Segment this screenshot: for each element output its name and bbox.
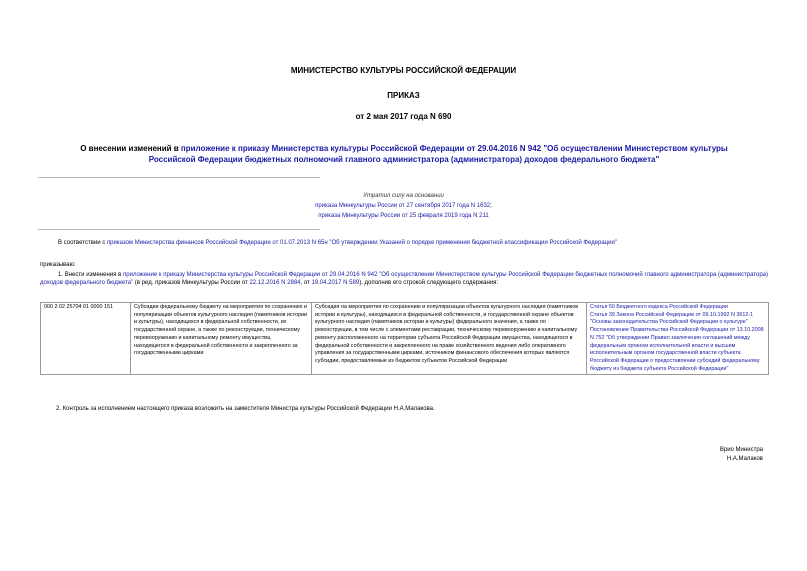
expired-sep: ; xyxy=(490,203,492,209)
cell-laws xyxy=(587,303,769,375)
document-title xyxy=(60,144,748,165)
item-1 xyxy=(40,271,768,288)
expired-link-2[interactable]: приказа Минкультуры России от 25 февраля 2019 года N 211 xyxy=(318,213,489,219)
law-link-3[interactable]: Постановление Правительства Российской Федерации от 13.10.2008 N 752 "Об утверждении Правил заключения соглашений между федеральным органом исполнительной власти и высшим исполнительным органом государственной власти субъекта Российской Федерации о предоставлении субсидий федеральному бюджету из бюджета субъекта Российской Федерации" xyxy=(590,327,764,372)
cell-description: Субсидия на мероприятия по сохранению и популяризации объектов культурного наследия (памятников истории и культуры), находящихся в федеральной собственности, и государственной охране объектов культурного наследия (памятников истории и культуры) федерального значения, а также по реконструкции, в том числе с элементами реставрации, техническому перевооружению и капитальному ремонту расположенного на территории субъекта Российской Федерации имущества, находящегося в федеральной собственности и закрепленного на праве хозяйственного ведения либо оперативного управления за государственными цирками, источником финансового обеспечения которых являются субсидии, предоставляемые из бюджетов субъектов Российской Федерации xyxy=(312,303,587,375)
expired-note xyxy=(0,191,807,221)
item1-text-d: ), дополнив его строкой следующего содержания: xyxy=(359,280,499,287)
separator-top xyxy=(38,177,320,178)
ministry-title: МИНИСТЕРСТВО КУЛЬТУРЫ РОССИЙСКОЙ ФЕДЕРАЦИИ xyxy=(290,66,517,75)
item1-text-c: , от xyxy=(300,280,312,287)
title-link[interactable]: приложение к приказу Министерства культуры Российской Федерации от 29.04.2016 N 942 "Об осуществлении Министерством культуры Российской Федерации бюджетных полномочий главного администратора (администратора) доходов федерального бюджета" xyxy=(148,144,728,164)
signature-position: Врио Министра xyxy=(719,447,763,453)
basis-paragraph xyxy=(58,239,778,247)
item-2: 2. Контроль за исполнением настоящего приказа возложить на заместителя Министра культуры Российской Федерации Н.А.Малакова. xyxy=(56,406,435,412)
item1-link-a[interactable]: приложение к приказу Министерства культуры Российской Федерации от 29.04.2016 N 942 "Об осуществлении Министерством культуры Российской Федерации бюджетных полномочий главного администратора (администратора) доходов федерального бюджета" xyxy=(40,272,768,287)
title-prefix: О внесении изменений в xyxy=(80,144,181,153)
classification-table xyxy=(40,302,769,375)
basis-link[interactable]: приказом Министерства финансов Российской Федерации от 01.07.2013 N 65н "Об утверждении Указаний о порядке применения бюджетной классификации Российской Федерации" xyxy=(106,240,617,246)
law-link-2[interactable]: Статья 39 Закона Российской Федерации от 09.10.1992 N 3612-1 "Основы законодательства Российской Федерации о культуре" xyxy=(590,311,754,326)
law-link-1[interactable]: Статья 50 Бюджетного кодекса Российской Федерации xyxy=(590,304,728,310)
cell-name: Субсидии федеральному бюджету на мероприятия по сохранению и популяризации объектов культурного наследия (памятников истории и культуры), находящихся в федеральной собственности, их государственной охране, а также по реконструкции, техническому перевооружению и капитальному ремонту имущества, находящегося в федеральной собственности и закрепленного за государственными цирками xyxy=(131,303,312,375)
date-number: от 2 мая 2017 года N 690 xyxy=(355,112,452,121)
expired-label: Утратил силу на основании xyxy=(363,193,444,199)
cell-code: 000 2 02 25704 01 0000 151 xyxy=(41,303,131,375)
doc-type: ПРИКАЗ xyxy=(387,91,420,100)
signature xyxy=(720,446,763,464)
item1-text-a: 1. Внести изменения в xyxy=(58,272,124,278)
order-word: приказываю: xyxy=(40,262,76,268)
signature-name: Н.А.Малаков xyxy=(726,456,763,462)
expired-link-1[interactable]: приказа Минкультуры России от 27 сентября 2017 года N 1632 xyxy=(315,203,491,209)
basis-prefix: В соответствии с xyxy=(58,240,107,246)
item1-text-b: (в ред. приказов Минкультуры России от xyxy=(133,280,250,287)
table-row xyxy=(41,303,769,375)
item1-link-c[interactable]: 19.04.2017 N 589 xyxy=(311,280,360,287)
item1-link-b[interactable]: 22.12.2016 N 2884 xyxy=(249,280,301,287)
separator-bottom xyxy=(38,229,320,230)
